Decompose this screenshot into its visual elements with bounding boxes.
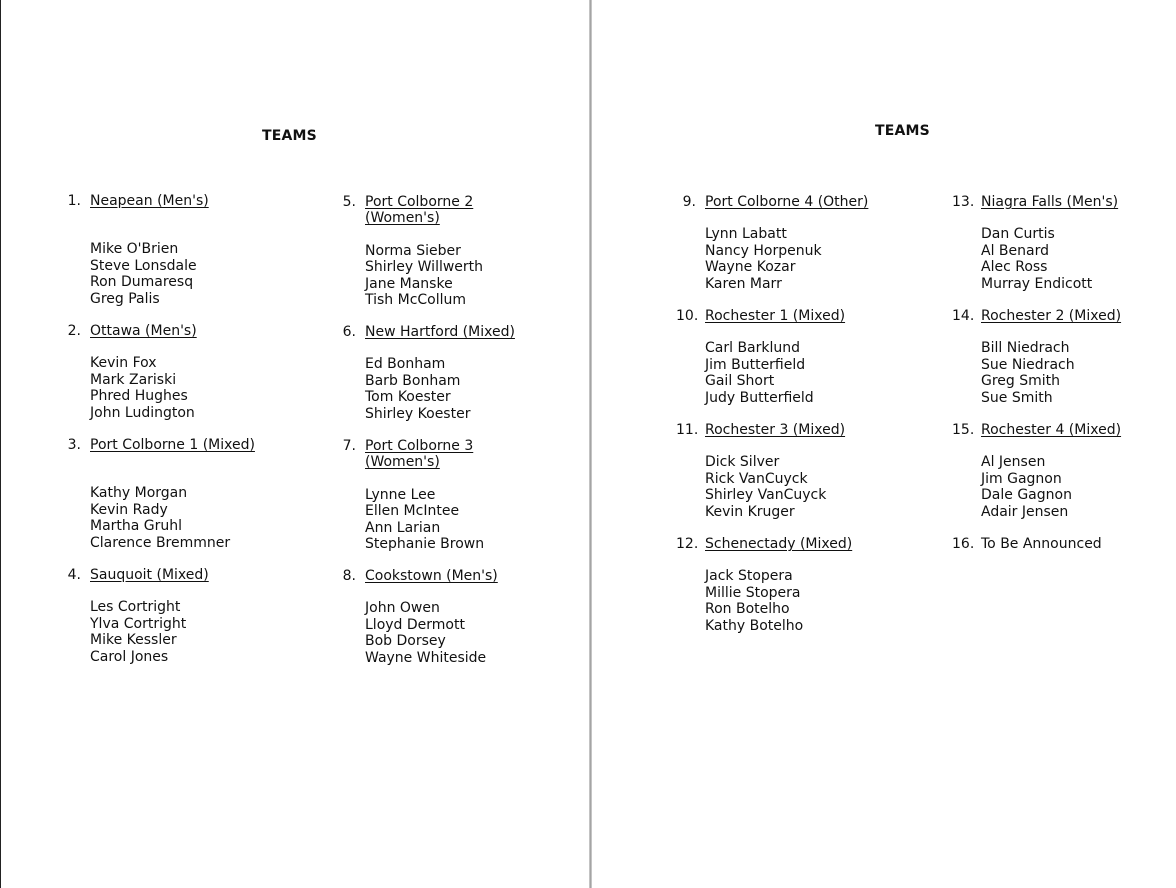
team-member: Tish McCollum [365, 292, 467, 309]
team-member: Steve Lonsdale [90, 257, 197, 274]
team-member: Mike Kessler [90, 632, 177, 649]
team-block [676, 308, 845, 406]
team-block [63, 567, 209, 665]
team-member: Gail Short [705, 373, 775, 390]
team-member: Al Benard [981, 242, 1049, 259]
team-member: Greg Palis [90, 290, 160, 307]
team-name: Rochester 4 (Mixed) [981, 422, 1122, 438]
team-member: Ron Dumaresq [90, 274, 194, 291]
team-member: Karen Marr [705, 275, 782, 292]
team-member: Ron Botelho [705, 601, 790, 618]
team-name: Ottawa (Men's) [90, 323, 197, 339]
team-members [981, 340, 1121, 406]
team-block [676, 422, 845, 520]
team-number: 9. [682, 194, 696, 210]
team-block [338, 438, 484, 552]
team-member: Wayne Whiteside [365, 649, 487, 666]
page-heading: TEAMS [262, 128, 317, 144]
team-member: Shirley VanCuyck [705, 487, 827, 504]
team-name: Port Colborne 2 (Women's) [365, 194, 474, 227]
team-member: Nancy Horpenuk [705, 242, 822, 259]
team-number: 5. [342, 194, 356, 210]
team-members [705, 454, 845, 520]
team-member: Alec Ross [981, 259, 1048, 276]
team-member: Dick Silver [705, 454, 780, 471]
team-members [365, 243, 483, 309]
team-block [63, 437, 255, 551]
team-block [952, 536, 1102, 552]
team-name: Rochester 1 (Mixed) [705, 308, 846, 324]
team-member: Barb Bonham [365, 372, 461, 389]
team-member: Shirley Koester [365, 405, 471, 422]
team-member: Kevin Kruger [705, 503, 795, 520]
team-member: Ylva Cortright [90, 615, 187, 632]
team-member: Jim Gagnon [981, 470, 1062, 487]
team-number: 8. [342, 568, 356, 584]
team-member: Jane Manske [365, 275, 453, 292]
team-block [338, 194, 483, 308]
team-members [90, 241, 209, 307]
team-member: Al Jensen [981, 454, 1046, 471]
team-member: Adair Jensen [981, 503, 1069, 520]
team-member: Sue Niedrach [981, 356, 1075, 373]
team-member: John Owen [365, 600, 440, 617]
team-number: 3. [67, 437, 81, 453]
team-member: Carl Barklund [705, 340, 801, 357]
team-member: Les Cortright [90, 599, 181, 616]
team-name: Neapean (Men's) [90, 193, 209, 209]
team-number: 12. [676, 536, 699, 552]
team-members [705, 226, 868, 292]
team-member: Greg Smith [981, 373, 1061, 390]
team-number: 6. [342, 324, 356, 340]
team-member: Clarence Bremmner [90, 534, 231, 551]
team-member: Jack Stopera [705, 568, 793, 585]
team-members [90, 599, 209, 665]
team-name: Rochester 2 (Mixed) [981, 308, 1122, 324]
page-heading: TEAMS [875, 123, 930, 139]
team-members [981, 226, 1118, 292]
team-member: Bob Dorsey [365, 633, 446, 650]
team-members [705, 340, 845, 406]
team-number: 2. [67, 323, 81, 339]
team-member: Ellen McIntee [365, 503, 460, 520]
right-page [592, 0, 1176, 888]
team-member: Kevin Fox [90, 355, 157, 372]
team-member: Kathy Botelho [705, 617, 804, 634]
team-members [365, 600, 498, 666]
team-member: Martha Gruhl [90, 518, 183, 535]
team-member: Tom Koester [365, 389, 451, 406]
team-name: Rochester 3 (Mixed) [705, 422, 846, 438]
team-members [365, 356, 515, 422]
team-block [338, 324, 515, 422]
team-member: Stephanie Brown [365, 536, 485, 553]
team-member: Kathy Morgan [90, 485, 188, 502]
team-member: Shirley Willwerth [365, 259, 484, 276]
team-number: 10. [676, 308, 699, 324]
team-number: 16. [952, 536, 975, 552]
team-members [705, 568, 852, 634]
team-member: Dan Curtis [981, 226, 1055, 243]
team-block [676, 194, 868, 292]
team-member: Lynn Labatt [705, 226, 787, 243]
team-member: Wayne Kozar [705, 259, 796, 276]
team-member: Lloyd Dermott [365, 616, 465, 633]
team-name: Cookstown (Men's) [365, 568, 498, 584]
team-name: New Hartford (Mixed) [365, 324, 515, 340]
team-name: Port Colborne 3 (Women's) [365, 438, 474, 471]
team-member: Lynne Lee [365, 486, 436, 503]
team-member: Ed Bonham [365, 356, 446, 373]
team-member: Phred Hughes [90, 388, 188, 405]
team-member: Jim Butterfield [705, 356, 806, 373]
team-number: 4. [67, 567, 81, 583]
team-members [90, 355, 197, 421]
team-members [90, 485, 255, 551]
team-members [365, 487, 484, 553]
team-block [952, 308, 1121, 406]
team-member: John Ludington [90, 404, 195, 421]
team-members [981, 454, 1121, 520]
team-block [338, 568, 498, 666]
team-member: Mike O'Brien [90, 241, 179, 258]
team-member: Kevin Rady [90, 501, 168, 518]
team-number: 1. [67, 193, 81, 209]
team-number: 7. [342, 438, 356, 454]
team-member: Judy Butterfield [705, 389, 814, 406]
team-member: Mark Zariski [90, 371, 177, 388]
team-member: Dale Gagnon [981, 487, 1072, 504]
team-number: 14. [952, 308, 975, 324]
team-block [63, 323, 197, 421]
team-member: Ann Larian [365, 519, 441, 536]
team-member: Carol Jones [90, 648, 169, 665]
team-member: Murray Endicott [981, 275, 1093, 292]
team-block [63, 193, 209, 307]
team-number: 13. [952, 194, 975, 210]
team-number: 11. [676, 422, 699, 438]
team-member: Millie Stopera [705, 584, 801, 601]
team-block [952, 422, 1121, 520]
team-name: Niagra Falls (Men's) [981, 194, 1119, 210]
team-block [952, 194, 1118, 292]
team-name: Port Colborne 1 (Mixed) [90, 437, 255, 453]
team-name: Sauquoit (Mixed) [90, 567, 209, 583]
team-member: Rick VanCuyck [705, 470, 808, 487]
team-member: Sue Smith [981, 389, 1053, 406]
team-name: Schenectady (Mixed) [705, 536, 853, 552]
team-member: Norma Sieber [365, 242, 461, 259]
team-name: To Be Announced [981, 536, 1102, 552]
team-block [676, 536, 852, 634]
team-number: 15. [952, 422, 975, 438]
team-member: Bill Niedrach [981, 340, 1070, 357]
team-name: Port Colborne 4 (Other) [705, 194, 869, 210]
